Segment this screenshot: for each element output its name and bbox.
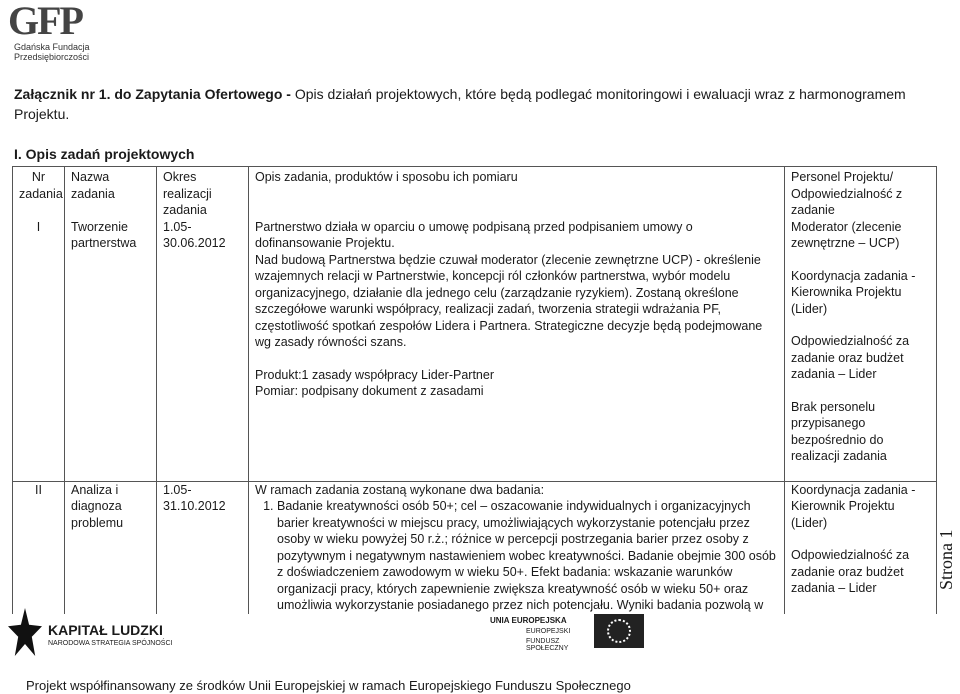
eu-line3: FUNDUSZ SPOŁECZNY <box>526 638 569 652</box>
eu-line2: EUROPEJSKI <box>526 628 571 635</box>
desc-paragraph: Partnerstwo działa w oparciu o umowę podpisaną przed podpisaniem umowy o dofinansowanie Projektu. <box>255 219 693 250</box>
header-personel: Personel Projektu/ Odpowiedzialność z zadanie <box>785 167 937 219</box>
page-number: Strona 1 <box>936 529 956 590</box>
gfp-logo-mark: GFP <box>8 0 82 43</box>
desc-measure: Pomiar: podpisany dokument z zasadami <box>255 384 484 398</box>
table-row <box>13 481 937 614</box>
task-name: Tworzenie partnerstwa <box>65 219 157 482</box>
gfp-logo-line2: Przedsiębiorczości <box>14 52 90 62</box>
task-nr: I <box>13 219 65 482</box>
header-opis: Opis zadania, produktów i sposobu ich pomiaru <box>249 167 785 219</box>
task-name: Analiza i diagnoza problemu <box>65 481 157 614</box>
gfp-logo <box>8 2 98 64</box>
kapital-ludzki-title: KAPITAŁ LUDZKI <box>48 622 163 638</box>
task-personnel <box>785 219 937 482</box>
header-nr: Nr zadania <box>13 167 65 219</box>
document-heading <box>14 84 944 124</box>
task-description <box>249 219 785 482</box>
heading-bold: Załącznik nr 1. do Zapytania Ofertowego - <box>14 86 291 102</box>
personnel-item: Odpowiedzialność za zadanie oraz budżet zadania – Lider <box>791 548 910 595</box>
personnel-item: Koordynacja zadania - Kierownika Projektu (Lider) <box>791 268 916 316</box>
personnel-item: Koordynacja zadania - Kierownik Projektu (Lider) <box>791 482 916 530</box>
personnel-item: Odpowiedzialność za zadanie oraz budżet zadania – Lider <box>791 334 910 381</box>
tasks-table <box>12 166 937 614</box>
heading-rest: Opis działań projektowych, które będą podlegać monitoringowi i ewaluacji wraz z harmonogramem Projektu. <box>14 86 906 122</box>
personnel-item: Moderator (zlecenie zewnętrzne – UCP) <box>791 219 902 250</box>
gfp-logo-text <box>14 42 104 62</box>
desc-product: Produkt:1 zasady współpracy Lider-Partner <box>255 367 495 382</box>
desc-list-item: 1. Badanie kreatywności osób 50+; cel – oszacowanie indywidualnych i organizacyjnych barier kreatywności w miejscu pracy, umożliwiających wykorzystanie potencjału przez osoby w wieku powyżej 50 r.ż.; różnice w percepcji postrzegania barier przez osoby z pozytywnym i negatywnym nastawieniem wobec kreatywności. Badanie obejmie 300 osób z doświadczeniem zawodowym w wieku 50+. Efekt badania: wskazanie warunków organizacji pracy, których zapewnienie zwiększa kreatywność osób w wieku 50+ oraz umożliwia wykorzystanie posiadanego przez nich potencjału. Wyniki badania pozwolą w <box>277 498 778 614</box>
table-header-row <box>13 167 937 219</box>
eu-logo-text <box>490 616 590 652</box>
task-description <box>249 481 785 614</box>
eu-line1: UNIA EUROPEJSKA <box>490 616 567 625</box>
task-nr: II <box>13 481 65 614</box>
kapital-ludzki-subtitle: NARODOWA STRATEGIA SPÓJNOŚCI <box>48 640 173 647</box>
kapital-ludzki-logo <box>8 608 178 658</box>
header-nazwa: Nazwa zadania <box>65 167 157 219</box>
table-row <box>13 219 937 482</box>
personnel-item: Brak personelu przypisanego bezpośrednio do realizacji zadania <box>791 399 887 463</box>
desc-paragraph: Nad budową Partnerstwa będzie czuwał moderator (zlecenie zewnętrzne UCP) - określenie wzajemnych relacji w Partnerstwie, koncepcji ról członków partnerstwa, wybór modelu organizacyjnego, działanie dla jednego celu (zarządzanie ryzykiem). Zostaną określone szczegółowe warunki współpracy, realizacji zadań, tworzenia strategii wdrażania PF, częstotliwość spotkań zespołów Lidera i Partnera. Strategiczne decyzje będą podejmowane wg zasady równości szans. <box>255 252 763 349</box>
gfp-logo-line1: Gdańska Fundacja <box>14 42 90 52</box>
star-icon <box>8 608 42 656</box>
header-okres: Okres realizacji zadania <box>157 167 249 219</box>
footer-text: Projekt współfinansowany ze środków Unii Europejskiej w ramach Europejskiego Funduszu Społecznego <box>26 678 631 693</box>
section-title: I. Opis zadań projektowych <box>14 146 195 162</box>
task-period: 1.05-31.10.2012 <box>157 481 249 614</box>
eu-flag-icon <box>594 614 644 648</box>
desc-intro: W ramach zadania zostaną wykonane dwa badania: <box>255 482 545 497</box>
task-period: 1.05-30.06.2012 <box>157 219 249 482</box>
task-personnel <box>785 481 937 614</box>
desc-list <box>255 498 778 614</box>
